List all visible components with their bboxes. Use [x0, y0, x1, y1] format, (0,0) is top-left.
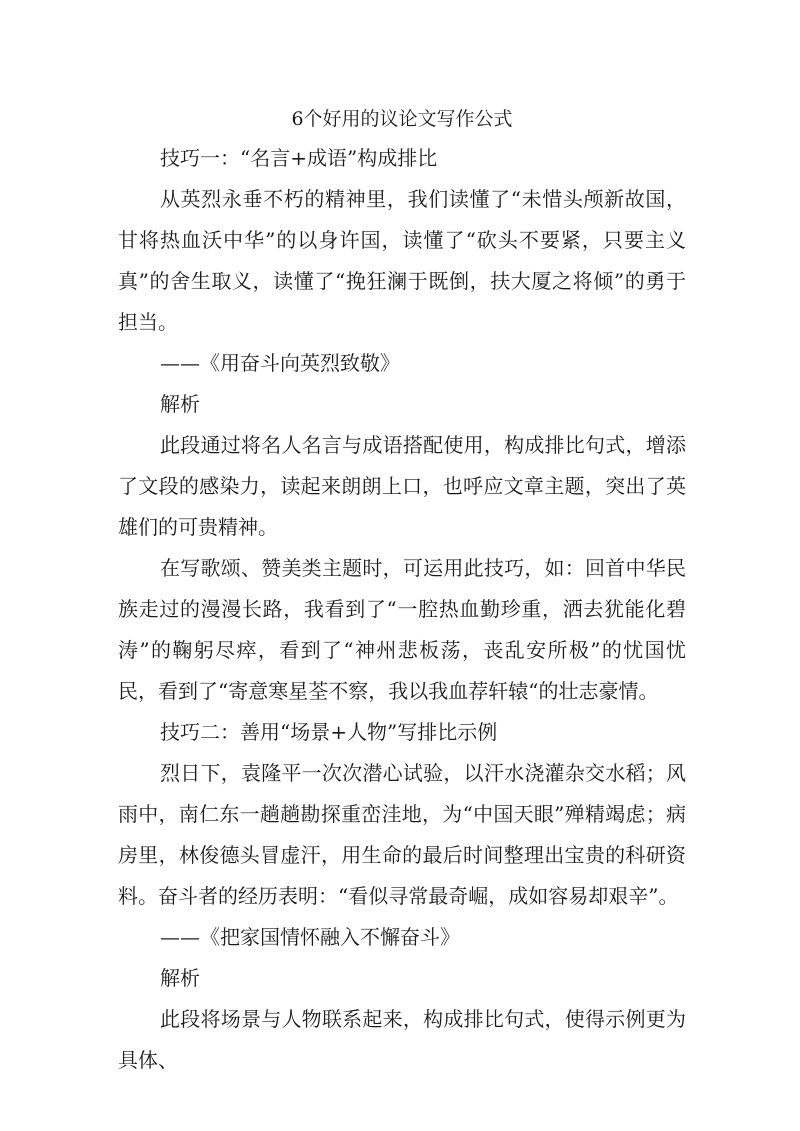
section-heading-tip-2: 技巧二：善用“场景+人物”写排比示例: [160, 720, 498, 744]
usage-paragraph-1: 在写歌颂、赞美类主题时，可运用此技巧，如：回首中华民族走过的漫漫长路，我看到了“一腔热血勤珍重，洒去犹能化碧涛”的鞠躬尽瘁，看到了“神州悲板荡，丧乱安所极”的忧国忧民，看到了“寄意寒星荃不察，我以我血荐轩辕“的壮志豪情。: [118, 556, 686, 703]
example-paragraph-2: 烈日下，袁隆平一次次潜心试验，以汗水浇灌杂交水稻；风雨中，南仁东一趟趟勘探重峦洼地，为“中国天眼”殚精竭虑；病房里，林俊德头冒虚汗，用生命的最后时间整理出宝贵的科研资料。奋斗者的经历表明：“看似寻常最奇崛，成如容易却艰辛”。: [118, 761, 686, 908]
document-body: [118, 100, 686, 1081]
document-title: 6个好用的议论文写作公式: [291, 108, 513, 130]
example-paragraph-1: 从英烈永垂不朽的精神里，我们读懂了“未惜头颅新故国，甘将热血沃中华”的以身许国，读懂了“砍头不要紧，只要主义真”的舍生取义，读懂了“挽狂澜于既倒，扶大厦之将倾”的勇于担当。: [118, 187, 686, 334]
source-citation-1: ——《用奋斗向英烈致敬》: [160, 351, 400, 375]
analysis-paragraph-1: 此段通过将名人名言与成语搭配使用，构成排比句式，增添了文段的感染力，读起来朗朗上口，也呼应文章主题，突出了英雄们的可贵精神。: [118, 433, 686, 539]
source-citation-2: ——《把家国情怀融入不懈奋斗》: [160, 925, 460, 949]
section-heading-tip-1: 技巧一：“名言+成语”构成排比: [160, 146, 438, 170]
analysis-label-1: 解析: [160, 392, 200, 416]
analysis-label-2: 解析: [160, 966, 200, 990]
analysis-paragraph-2: 此段将场景与人物联系起来，构成排比句式，使得示例更为具体、: [118, 1007, 686, 1072]
